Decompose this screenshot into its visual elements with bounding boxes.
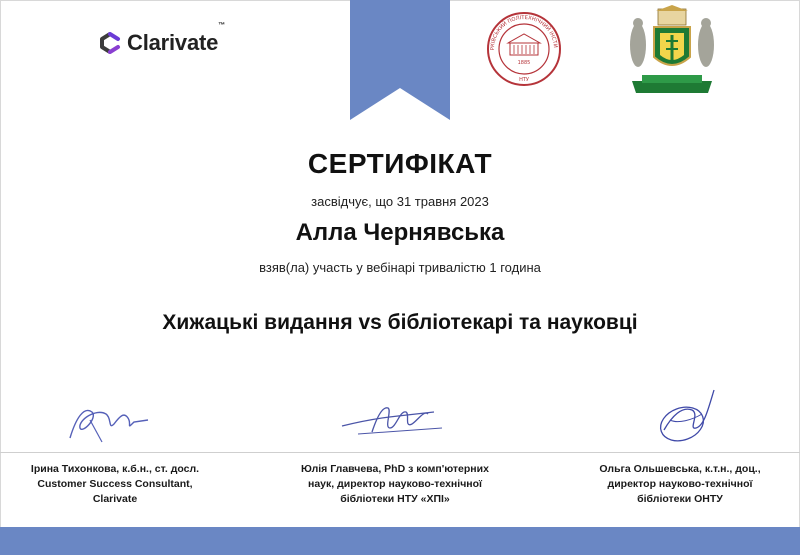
signer-1 (10, 462, 220, 507)
signature-divider (0, 452, 800, 453)
clarivate-wordmark: Clarivate™ (127, 22, 225, 55)
ribbon-decoration (350, 0, 450, 120)
signer-1-org: Clarivate (92, 493, 138, 505)
signer-1-name: Ірина Тихонкова, к.б.н., ст. досл. (30, 463, 200, 475)
signer-3 (575, 462, 785, 507)
ontu-emblem-logo (622, 5, 722, 100)
signer-2-role: наук, директор науково-технічної (307, 478, 482, 490)
signer-2-org: бібліотеки НТУ «ХПІ» (340, 493, 450, 505)
participation-line: взяв(ла) участь у вебінарі тривалістю 1 година (259, 260, 541, 275)
khpi-seal-logo (486, 10, 562, 88)
clarivate-mark-icon (99, 32, 121, 54)
bottom-accent-band (0, 527, 800, 555)
recipient-name: Алла Чернявська (295, 219, 505, 246)
signature-3-image (652, 380, 722, 450)
signer-2-name: Юлія Главчева, PhD з комп'ютерних (301, 463, 489, 475)
webinar-title: Хижацькі видання vs бібліотекарі та науковці (162, 311, 638, 334)
signature-2-image (338, 398, 448, 443)
signer-3-role: директор науково-технічної (607, 478, 753, 490)
signature-1-image (62, 398, 152, 448)
svg-text:НТУ: НТУ (519, 77, 529, 83)
svg-text:ХАРКІВСЬКИЙ ПОЛІТЕХНІЧНИЙ ІНСТ: РКІВСЬКИЙ ПОЛІТЕХНІЧНИЙ ІНСТИ (489, 14, 559, 51)
svg-text:1885: 1885 (517, 60, 531, 66)
signer-3-org: бібліотеки ОНТУ (637, 493, 723, 505)
signer-1-role: Customer Success Consultant, (37, 478, 193, 490)
certificate-title: СЕРТИФІКАТ (307, 148, 493, 179)
signer-2 (290, 462, 500, 507)
certifies-date-line: засвідчує, що 31 травня 2023 (311, 194, 489, 209)
signer-3-name: Ольга Ольшевська, к.т.н., доц., (599, 463, 761, 475)
clarivate-logo (99, 22, 225, 56)
